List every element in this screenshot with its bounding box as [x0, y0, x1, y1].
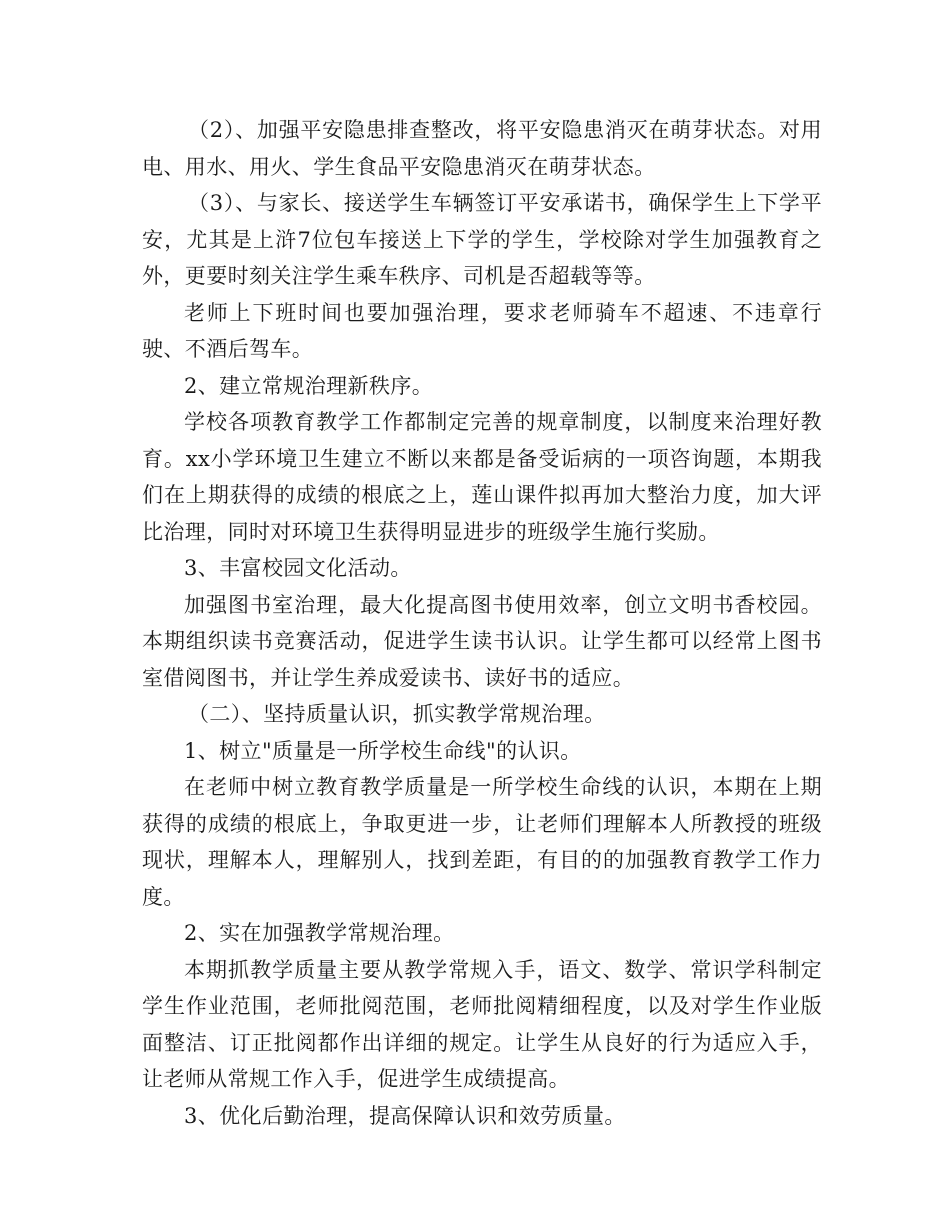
paragraph: 老师上下班时间也要加强治理，要求老师骑车不超速、不违章行驶、不酒后驾车。 — [142, 300, 822, 361]
paragraph: （2）、加强平安隐患排查整改，将平安隐患消灭在萌芽状态。对用电、用水、用火、学生食品平安隐患消灭在萌芽状态。 — [142, 118, 822, 179]
paragraph: 在老师中树立教育教学质量是一所学校生命线的认识，本期在上期获得的成绩的根底上，争取更进一步，让老师们理解本人所教授的班级现状，理解本人，理解别人，找到差距，有目的的加强教育教学工作力度。 — [142, 775, 822, 909]
paragraph: （3）、与家长、接送学生车辆签订平安承诺书，确保学生上下学平安，尤其是上浒7位包车接送上下学的学生，学校除对学生加强教育之外，更要时刻关注学生乘车秩序、司机是否超载等等。 — [142, 191, 822, 288]
paragraph: 本期抓教学质量主要从教学常规入手，语文、数学、常识学科制定学生作业范围，老师批阅范围，老师批阅精细程度，以及对学生作业版面整洁、订正批阅都作出详细的规定。让学生从良好的行为适应入手，让老师从常规工作入手，促进学生成绩提高。 — [142, 957, 822, 1091]
paragraph: 学校各项教育教学工作都制定完善的规章制度，以制度来治理好教育。xx小学环境卫生建立不断以来都是备受诟病的一项咨询题，本期我们在上期获得的成绩的根底之上，莲山课件拟再加大整治力度，加大评比治理，同时对环境卫生获得明显进步的班级学生施行奖励。 — [142, 410, 822, 544]
document-page — [142, 112, 822, 1134]
section-heading: 2、建立常规治理新秩序。 — [184, 373, 434, 398]
section-heading: 3、优化后勤治理，提高保障认识和效劳质量。 — [184, 1103, 626, 1128]
section-heading: 1、树立"质量是一所学校生命线"的认识。 — [184, 738, 582, 763]
section-heading: 2、实在加强教学常规治理。 — [184, 921, 455, 945]
section-heading: 3、丰富校园文化活动。 — [184, 556, 412, 580]
section-heading: （二）、坚持质量认识，抓实教学常规治理。 — [188, 702, 606, 726]
paragraph: 加强图书室治理，最大化提高图书使用效率，创立文明书香校园。本期组织读书竞赛活动，促进学生读书认识。让学生都可以经常上图书室借阅图书，并让学生养成爱读书、读好书的适应。 — [142, 592, 822, 690]
